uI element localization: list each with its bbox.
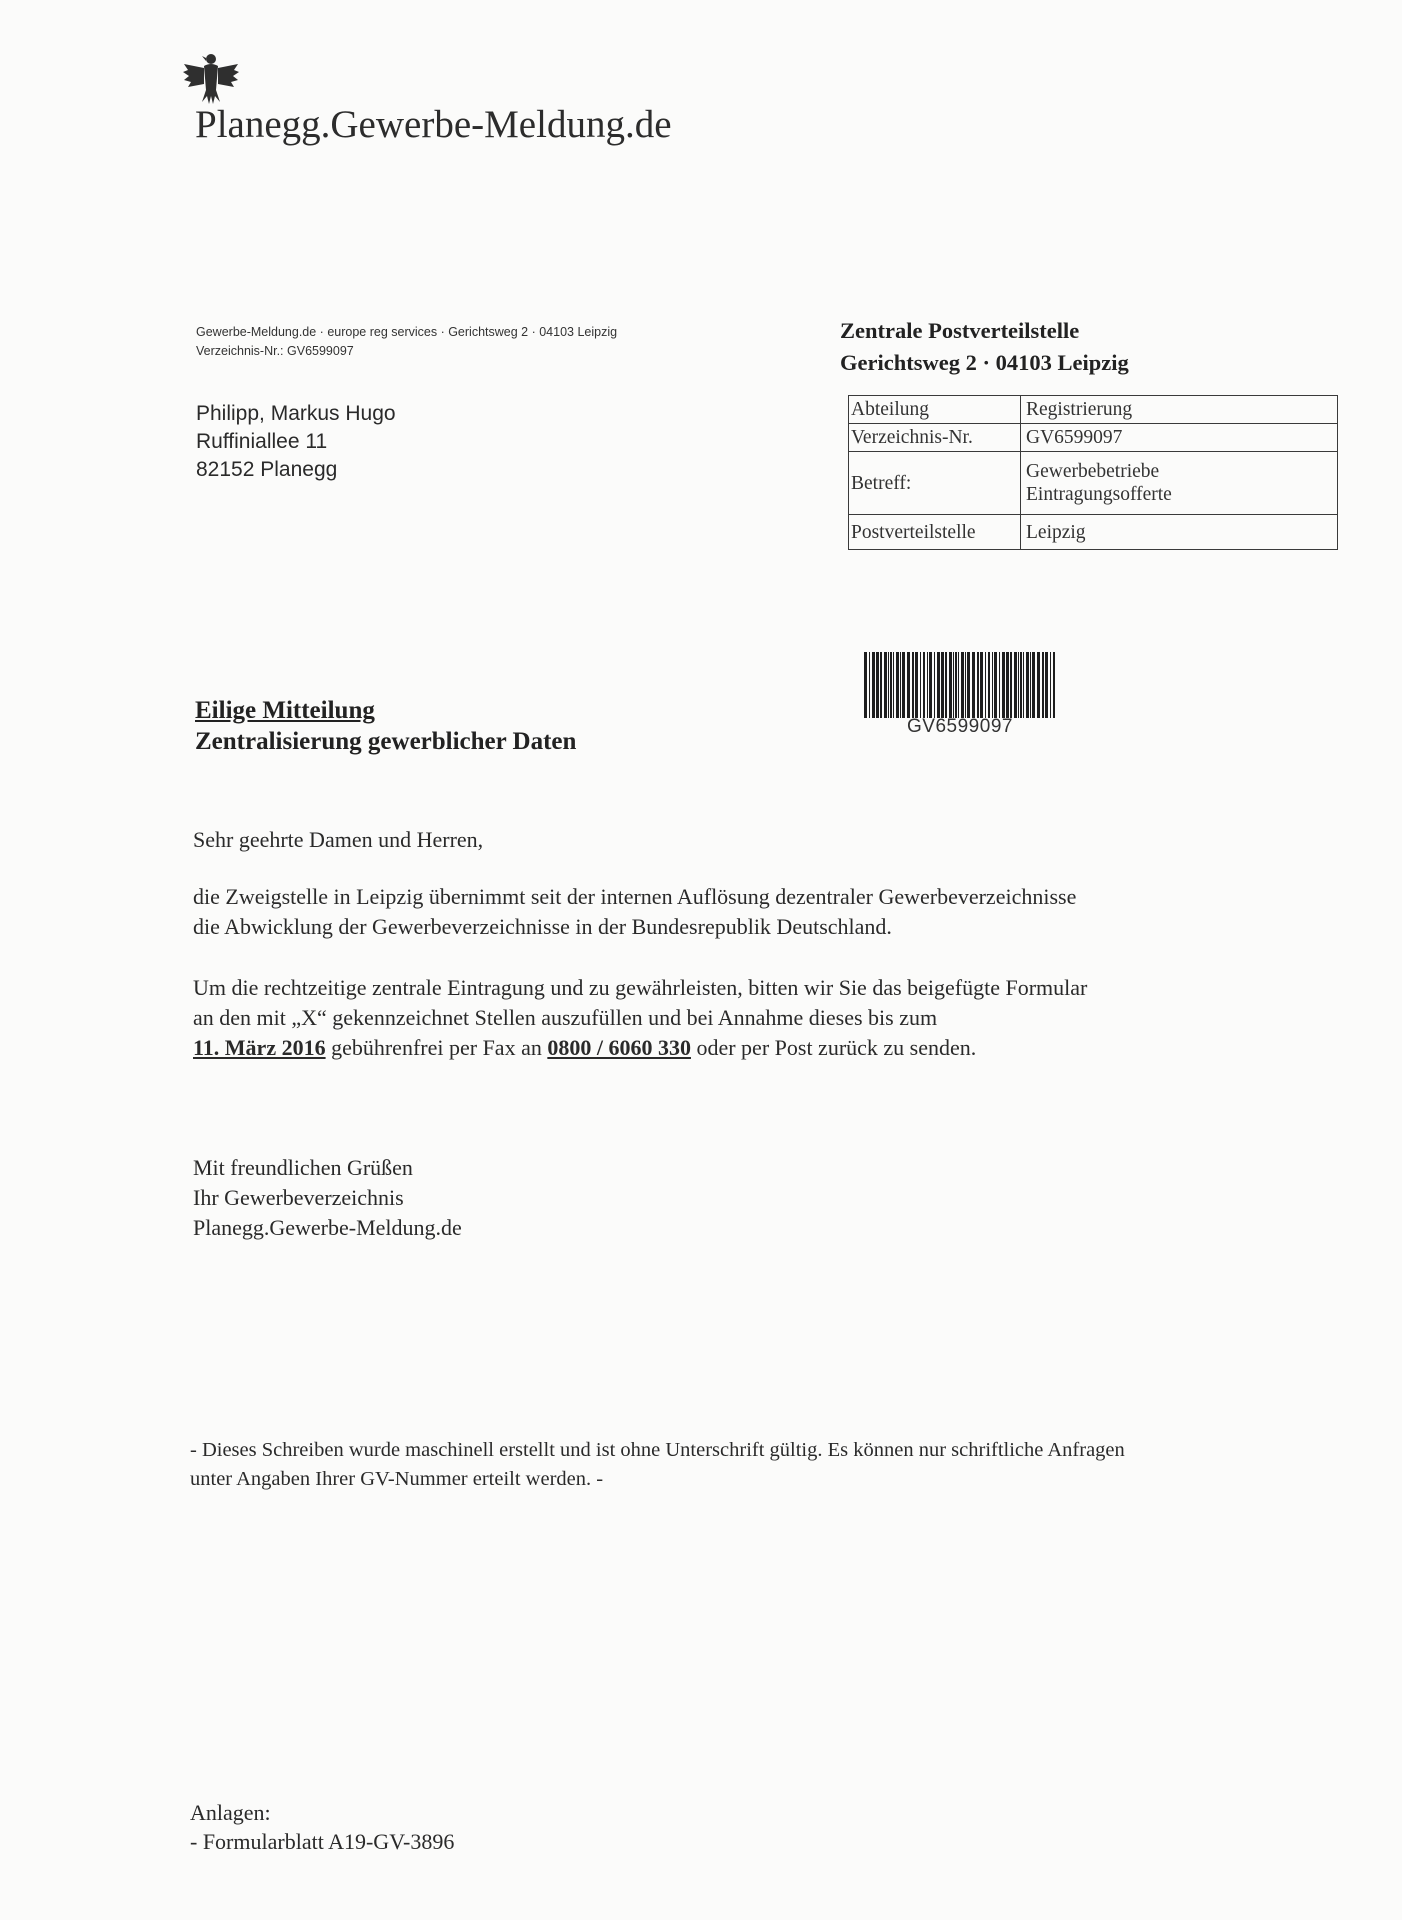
closing [193, 1153, 462, 1243]
table-row [849, 515, 1338, 550]
closing-line: Planegg.Gewerbe-Meldung.de [193, 1215, 462, 1240]
barcode [862, 652, 1058, 718]
barcode-bar [992, 652, 993, 718]
barcode-bar [884, 652, 887, 718]
paragraph-text: oder per Post zurück zu senden. [690, 1035, 977, 1060]
barcode-bar [1053, 652, 1055, 718]
barcode-bar [994, 652, 997, 718]
barcode-bar [1020, 652, 1022, 718]
sender-line: Gewerbe-Meldung.de · europe reg services · Gerichtsweg 2 · 04103 Leipzig [196, 325, 618, 339]
barcode-bar [1050, 652, 1051, 718]
sender-address [196, 323, 617, 361]
footnote [190, 1436, 1125, 1494]
recipient-street: Ruffiniallee 11 [196, 430, 328, 453]
barcode-bar [1023, 652, 1024, 718]
barcode-bar [1030, 652, 1031, 718]
barcode-bar [988, 652, 990, 718]
barcode-bar [929, 652, 932, 718]
office-name: Zentrale Postverteilstelle [840, 318, 1080, 343]
subject-value-line: Gewerbebetriebe [1026, 461, 1160, 482]
barcode-bar [1006, 652, 1009, 718]
table-value: GV6599097 [1021, 424, 1338, 452]
subject-line-urgent: Eilige Mitteilung [195, 697, 375, 724]
barcode-bar [1018, 652, 1019, 718]
barcode-bar [999, 652, 1000, 718]
table-row [849, 396, 1338, 424]
attachments-title: Anlagen: [190, 1800, 271, 1825]
footnote-line: - Dieses Schreiben wurde maschinell erstellt und ist ohne Unterschrift gültig. Es können nur schriftliche Anfragen [190, 1439, 1125, 1461]
barcode-bar [890, 652, 892, 718]
recipient-address [196, 400, 396, 484]
barcode-bar [893, 652, 894, 718]
barcode-bar [961, 652, 964, 718]
barcode-bar [1037, 652, 1040, 718]
table-row [849, 424, 1338, 452]
attachment-item: - Formularblatt A19-GV-3896 [190, 1829, 455, 1854]
table-value: Registrierung [1021, 396, 1338, 424]
barcode-bar [872, 652, 875, 718]
barcode-text: GV6599097 [907, 716, 1013, 737]
paragraph-line: an den mit „X“ gekennzeichnet Stellen auszufüllen und bei Annahme dieses bis zum [193, 1005, 938, 1030]
table-key: Verzeichnis-Nr. [849, 424, 1021, 452]
barcode-bar [1045, 652, 1048, 718]
barcode-bar [953, 652, 954, 718]
paragraph-line [193, 1033, 1087, 1063]
closing-line: Ihr Gewerbeverzeichnis [193, 1185, 404, 1210]
barcode-bar [965, 652, 966, 718]
barcode-bar [977, 652, 979, 718]
table-key: Betreff: [849, 452, 1021, 515]
office-header [840, 315, 1129, 379]
paragraph-line: die Zweigstelle in Leipzig übernimmt seit der internen Auflösung dezentraler Gewerbeverzeichnisse [193, 884, 1077, 909]
barcode-bar [927, 652, 928, 718]
salutation: Sehr geehrte Damen und Herren, [193, 827, 484, 852]
subject-value-line: Eintragungsofferte [1026, 484, 1172, 505]
subject-line-topic: Zentralisierung gewerblicher Daten [195, 728, 577, 755]
barcode-bar [958, 652, 959, 718]
barcode-bar [915, 652, 918, 718]
paragraph-2 [193, 973, 1087, 1063]
barcode-bar [985, 652, 986, 718]
paragraph-line: die Abwicklung der Gewerbeverzeichnisse in der Bundesrepublik Deutschland. [193, 914, 892, 939]
brand-title: Planegg.Gewerbe-Meldung.de [195, 103, 672, 146]
barcode-bar [896, 652, 899, 718]
barcode-bar [1026, 652, 1029, 718]
info-table [848, 395, 1338, 550]
barcode-bar [902, 652, 905, 718]
table-key: Abteilung [849, 396, 1021, 424]
barcode-bar [1014, 652, 1017, 718]
barcode-bar [1032, 652, 1035, 718]
table-key: Postverteilstelle [849, 515, 1021, 550]
barcode-bar [869, 652, 870, 718]
attachments [190, 1798, 454, 1856]
barcode-bar [1042, 652, 1044, 718]
barcode-bar [900, 652, 901, 718]
barcode-bar [1002, 652, 1005, 718]
barcode-bar [937, 652, 940, 718]
paragraph-text: gebührenfrei per Fax an [325, 1035, 548, 1060]
barcode-bar [972, 652, 975, 718]
table-row [849, 452, 1338, 515]
barcode-bar [941, 652, 944, 718]
barcode-bar [880, 652, 882, 718]
barcode-bar [1010, 652, 1012, 718]
footnote-line: unter Angaben Ihrer GV-Nummer erteilt werden. - [190, 1468, 604, 1490]
letter-subject [195, 695, 576, 757]
barcode-bar [864, 652, 867, 718]
deadline-date: 11. März 2016 [193, 1035, 326, 1060]
fax-number: 0800 / 6060 330 [547, 1035, 691, 1060]
barcode-bar [967, 652, 970, 718]
barcode-bar [980, 652, 983, 718]
barcode-bar [945, 652, 947, 718]
barcode-bar [955, 652, 957, 718]
table-value [1021, 452, 1338, 515]
paragraph-line: Um die rechtzeitige zentrale Eintragung und zu gewährleisten, bitten wir Sie das beigefügte Formular [193, 975, 1088, 1000]
recipient-name: Philipp, Markus Hugo [196, 402, 396, 425]
closing-line: Mit freundlichen Grüßen [193, 1155, 413, 1180]
barcode-bar [912, 652, 914, 718]
barcode-bar [923, 652, 925, 718]
barcode-bar [934, 652, 935, 718]
barcode-bar [876, 652, 879, 718]
barcode-bar [907, 652, 910, 718]
paragraph-1 [193, 882, 1076, 942]
barcode-bar [888, 652, 889, 718]
office-address: Gerichtsweg 2 · 04103 Leipzig [840, 350, 1129, 375]
barcode-bar [949, 652, 952, 718]
sender-directory-number: Verzeichnis-Nr.: GV6599097 [196, 344, 354, 358]
table-value: Leipzig [1021, 515, 1338, 550]
recipient-city: 82152 Planegg [196, 458, 338, 481]
barcode-bar [920, 652, 921, 718]
